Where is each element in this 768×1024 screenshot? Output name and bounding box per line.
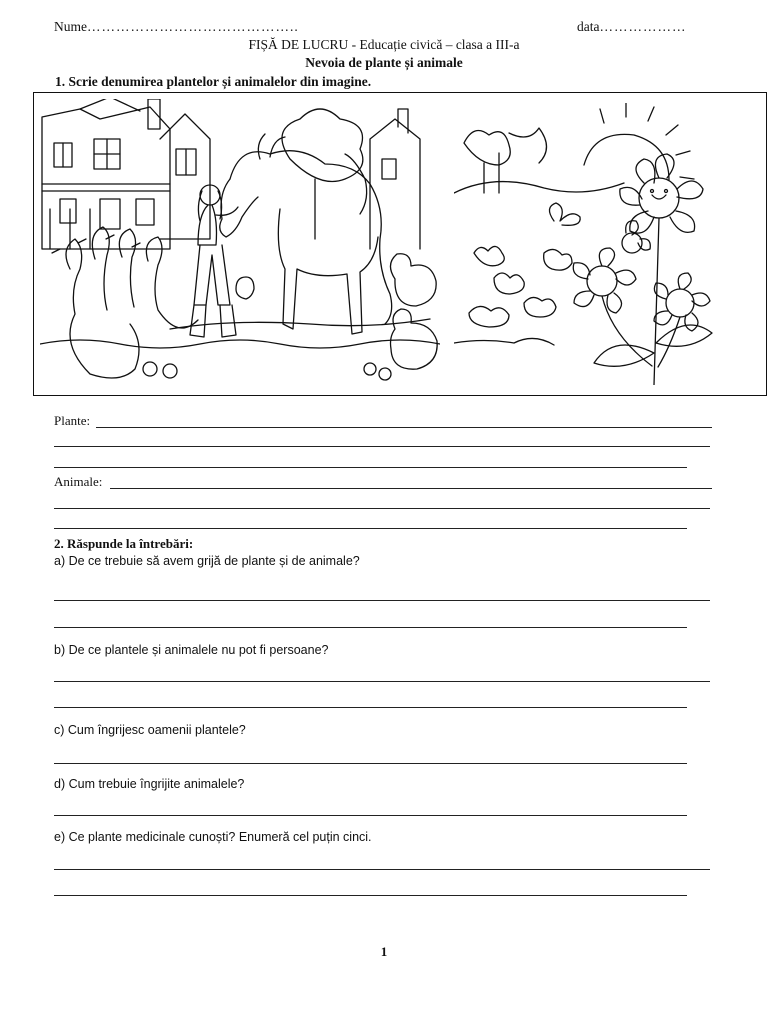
plants-answer-line-2[interactable] <box>54 446 710 447</box>
question-e: e) Ce plante medicinale cunoști? Enumeră cel puțin cinci. <box>54 830 372 844</box>
exercise1-prompt: 1. Scrie denumirea plantelor și animalelor din imagine. <box>55 74 372 89</box>
date-field <box>577 19 687 35</box>
answer-b-line-2[interactable] <box>54 707 687 708</box>
plants-answer-line-3[interactable] <box>54 467 687 468</box>
answer-e-line-2[interactable] <box>54 895 687 896</box>
name-dots: …………………………………….. <box>87 19 299 34</box>
worksheet-subtitle: Nevoia de plante și animale <box>305 55 463 70</box>
answer-a-line-1[interactable] <box>54 600 710 601</box>
animals-answer-line-1[interactable] <box>110 488 712 489</box>
date-dots: ……………… <box>599 19 687 34</box>
animals-answer-line-2[interactable] <box>54 508 710 509</box>
illustration-frame <box>33 92 767 396</box>
animals-answer-line-3[interactable] <box>54 528 687 529</box>
farm-scene-icon <box>40 99 440 387</box>
question-d: d) Cum trebuie îngrijite animalele? <box>54 777 245 791</box>
date-label: data <box>577 19 600 34</box>
question-a: a) De ce trebuie să avem grijă de plante și de animale? <box>54 554 360 568</box>
plants-answer-line-1[interactable] <box>96 427 712 428</box>
answer-a-line-2[interactable] <box>54 627 687 628</box>
question-b: b) De ce plantele și animalele nu pot fi persoane? <box>54 643 329 657</box>
answer-d-line[interactable] <box>54 815 687 816</box>
answer-b-line-1[interactable] <box>54 681 710 682</box>
name-field <box>54 19 299 35</box>
answer-e-line-1[interactable] <box>54 869 710 870</box>
page-number: 1 <box>380 944 388 959</box>
flowers-and-sun-icon <box>454 103 714 385</box>
animals-label: Animale: <box>54 474 103 489</box>
plants-label: Plante: <box>54 413 91 428</box>
worksheet-title: FIȘĂ DE LUCRU - Educație civică – clasa a III-a <box>248 37 520 52</box>
name-label: Nume <box>54 19 87 34</box>
question-c: c) Cum îngrijesc oamenii plantele? <box>54 723 246 737</box>
exercise2-prompt: 2. Răspunde la întrebări: <box>54 536 194 551</box>
answer-c-line[interactable] <box>54 763 687 764</box>
